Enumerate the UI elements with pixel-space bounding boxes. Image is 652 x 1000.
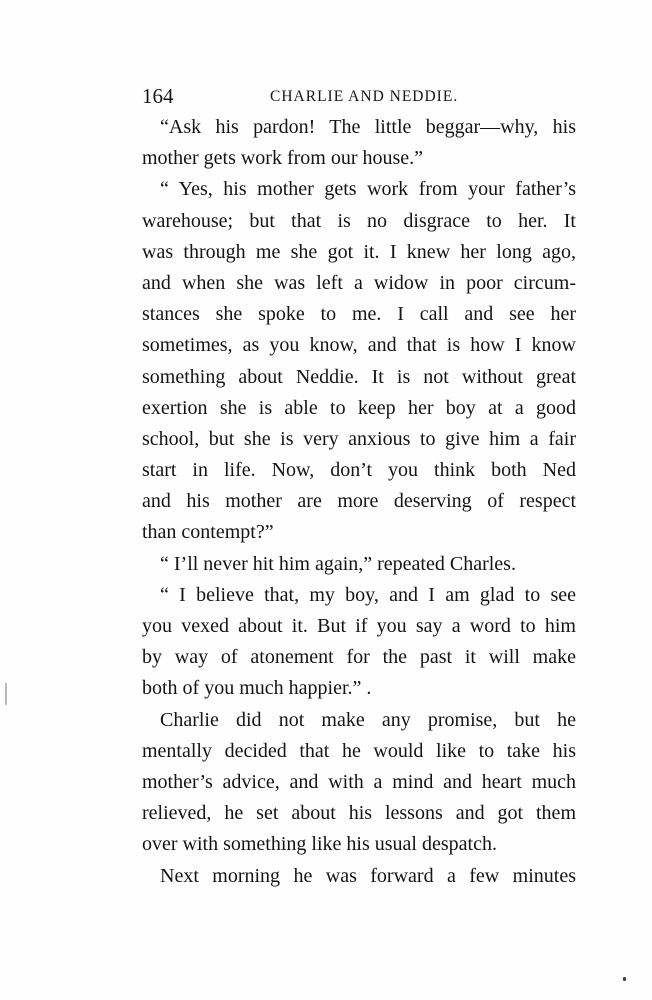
text-line: school, but she is very anxious to give him a fair xyxy=(142,427,576,450)
text-line: “ I believe that, my boy, and I am glad to see xyxy=(160,583,576,606)
text-line: both of you much happier.” . xyxy=(142,677,372,700)
text-line: “Ask his pardon! The little beggar—why, his xyxy=(160,116,576,138)
running-title: CHARLIE AND NEDDIE. xyxy=(270,88,459,105)
text-line: exertion she is able to keep her boy at a good xyxy=(142,396,576,419)
text-line: and when she was left a widow in poor circum- xyxy=(142,271,576,294)
text-line: relieved, he set about his lessons and got them xyxy=(142,802,576,825)
text-line: mother’s advice, and with a mind and heart much xyxy=(142,770,576,793)
text-line: “ I’ll never hit him again,” repeated Charles. xyxy=(160,552,516,575)
text-line: mentally decided that he would like to take his xyxy=(142,739,576,762)
scan-edge-mark xyxy=(5,683,7,705)
page-header xyxy=(142,82,576,112)
text-line: was through me she got it. I knew her long ago, xyxy=(142,240,576,263)
body-text xyxy=(142,112,576,892)
scan-speck xyxy=(623,977,626,981)
text-line: over with something like his usual despatch. xyxy=(142,833,497,856)
text-line: Charlie did not make any promise, but he xyxy=(160,708,576,731)
text-line: and his mother are more deserving of respect xyxy=(142,490,576,513)
page-number: 164 xyxy=(142,84,174,108)
text-line: sometimes, as you know, and that is how I know xyxy=(142,334,576,357)
text-line: than contempt?” xyxy=(142,521,274,544)
text-line: warehouse; but that is no disgrace to her. It xyxy=(142,209,576,232)
text-line: “ Yes, his mother gets work from your father’s xyxy=(160,178,576,201)
text-line: Next morning he was forward a few minutes xyxy=(160,864,576,887)
text-line: you vexed about it. But if you say a word to him xyxy=(142,615,576,637)
text-line: something about Neddie. It is not without great xyxy=(142,365,576,388)
text-line: start in life. Now, don’t you think both Ned xyxy=(142,459,576,482)
text-line: stances she spoke to me. I call and see her xyxy=(142,303,576,326)
text-line: by way of atonement for the past it will make xyxy=(142,646,576,669)
text-line: mother gets work from our house.” xyxy=(142,147,424,170)
